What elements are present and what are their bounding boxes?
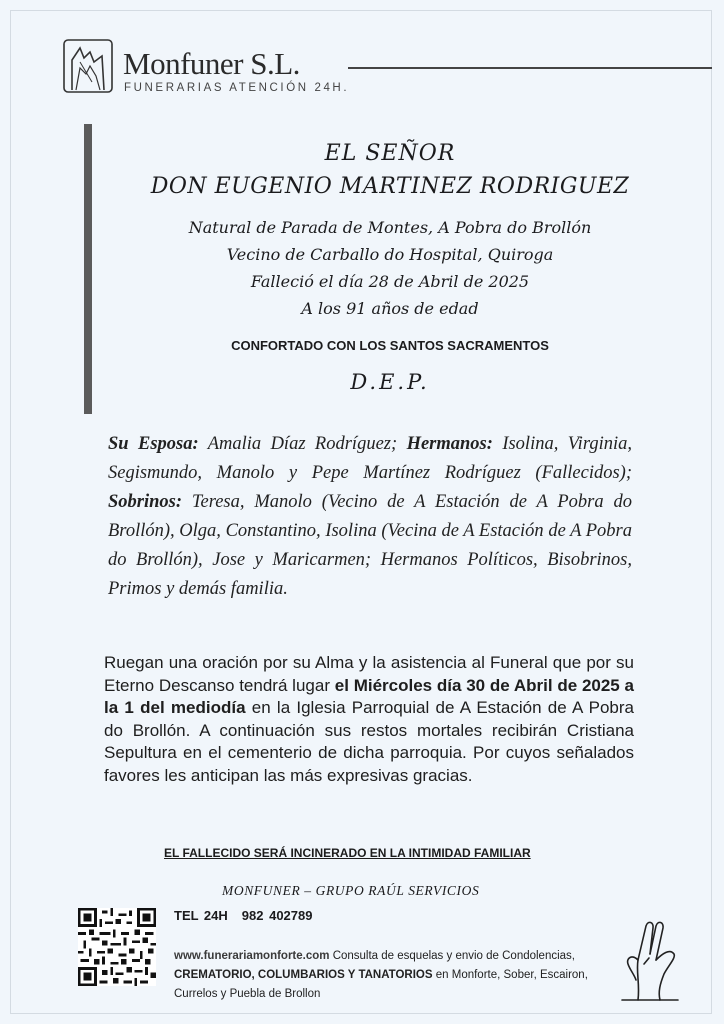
deceased-details xyxy=(90,214,690,322)
nephews-label: Sobrinos: xyxy=(108,492,183,512)
brand-name: Monfuner S.L. xyxy=(123,46,300,81)
siblings-label: Hermanos: xyxy=(406,434,493,454)
comforted-line: CONFORTADO CON LOS SANTOS SACRAMENTOS xyxy=(231,338,549,353)
funeral-text-1: Ruegan una oración por su Alma y la asistencia al Funeral que por su Eterno Descanso tendrá lugar xyxy=(104,653,634,695)
monfuner-logo-icon xyxy=(62,38,114,94)
header-rule xyxy=(348,67,712,69)
detail-age: A los 91 años de edad xyxy=(301,299,479,318)
brand-subtitle: FUNERARIAS ATENCIÓN 24H. xyxy=(124,82,350,94)
detail-death-date: Falleció el día 28 de Abril de 2025 xyxy=(250,272,530,291)
funeral-date: el Miércoles día 30 de Abril de 2025 a la 1 del mediodía xyxy=(104,675,634,717)
telephone-line xyxy=(174,908,312,923)
funeral-paragraph xyxy=(104,652,634,787)
tel-number[interactable]: 982 402789 xyxy=(241,908,313,923)
family-paragraph xyxy=(108,430,632,604)
qr-code-icon xyxy=(78,908,156,986)
footer-info xyxy=(174,947,594,1004)
services-text: CREMATORIO, COLUMBARIOS Y TANATORIOS xyxy=(174,969,433,981)
website-link[interactable]: www.funerariamonforte.com xyxy=(174,950,330,962)
praying-hands-icon xyxy=(618,914,682,1004)
nephews-names: Teresa, Manolo (Vecino de A Estación de A Pobra do Brollón), Olga, Constantino, Isolina (Vecina de A Estación de A Pobra do Brollón), Jose y Maricarmen; Hermanos Políticos, Bisobrinos, Primos y demás familia. xyxy=(108,492,632,599)
deceased-name: DON EUGENIO MARTINEZ RODRIGUEZ xyxy=(150,174,630,199)
footer-text-2: en Monforte, Sober, Escairon, Currelos y Puebla de Brollon xyxy=(174,969,588,1000)
funeral-text-2: en la Iglesia Parroquial de A Estación de A Pobra do Brollón. A continuación sus restos mortales recibirán Cristiana Sepultura en el cementerio de dicha parroquia. Por cuyos señalados favores les anticipan las más expresivas gracias. xyxy=(104,698,634,785)
detail-residence: Vecino de Carballo do Hospital, Quiroga xyxy=(226,245,554,264)
deceased-title: EL SEÑOR xyxy=(324,141,456,166)
detail-origin: Natural de Parada de Montes, A Pobra do Brollón xyxy=(188,218,592,237)
wife-name: Amalia Díaz Rodríguez; xyxy=(198,434,407,454)
dep-line: D.E.P. xyxy=(350,370,430,394)
group-name: MONFUNER – GRUPO RAÚL SERVICIOS xyxy=(222,883,480,898)
cremation-note: EL FALLECIDO SERÁ INCINERADO EN LA INTIMIDAD FAMILIAR xyxy=(164,846,531,860)
tel-label: TEL 24H xyxy=(174,908,228,923)
siblings-names: Isolina, Virginia, Segismundo, Manolo y Pepe Martínez Rodríguez (Fallecidos); xyxy=(108,434,632,483)
footer-text-1: Consulta de esquelas y envio de Condolencias, xyxy=(329,950,575,962)
wife-label: Su Esposa: xyxy=(108,434,199,454)
